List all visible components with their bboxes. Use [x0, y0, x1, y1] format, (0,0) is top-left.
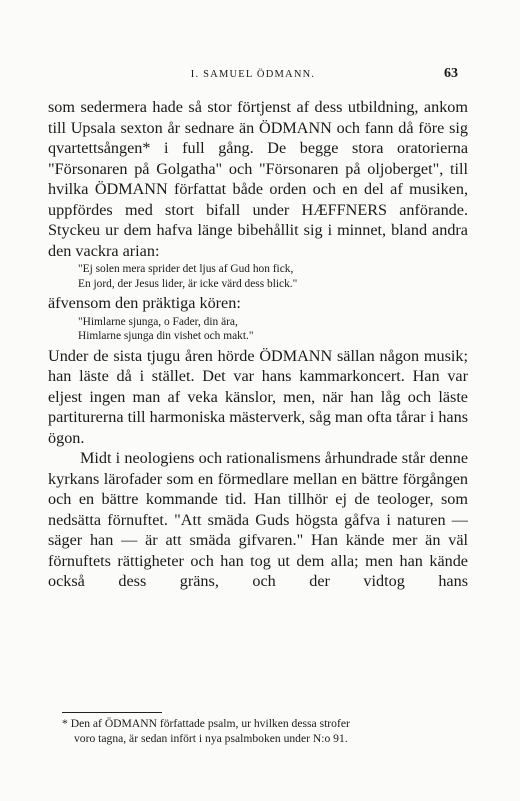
paragraph-3: Under de sista tjugu åren hörde ÖDMANN sällan någon musik; han läste då i stället. Det var hans kammarkoncert. Han var eljest ingen man af veka känslor, men, när han låg och läste partiturerna till harmoniska mästerverk, såg man ofta tårar i hans ögon. [48, 346, 468, 447]
quote-aria-line-1: "Ej solen mera sprider det ljus af Gud hon fick, [78, 263, 294, 275]
paragraph-4: Midt i neologiens och rationalismens århundrade står denne kyrkans lärofader som en förmedlare mellan en bättre förgången och en bättre kommande tid. Han tillhör ej de teologer, som nedsätta förnuftet. "Att smäda Guds högsta gåfva i naturen — säger han — är att smäda gifvaren." Han kände mer än väl förnuftets rättigheter och han tog ut dem alla; men han kände också dess gräns, och der vidtog hans [48, 449, 468, 590]
page-number: 63 [444, 66, 458, 81]
quote-choir-line-1: "Himlarne sjunga, o Fader, din ära, [78, 315, 238, 328]
footnote-line-2: voro tagna, är sedan infört i nya psalmboken under N:o 91. [74, 732, 348, 745]
running-head: I. SAMUEL ÖDMANN. [190, 69, 316, 80]
paragraph-1: som sedermera hade så stor förtjenst af dess utbildning, ankom till Upsala sexton år sednare än ÖDMANN och fann då före sig qvartettsången* i full gång. De begge stora oratorierna "Försonaren på Golgatha" och "Försonaren på oljoberget", till hvilka ÖDMANN författat både orden och en del af musiken, uppfördes med stort bifall under HÆFFNERS anförande. Styckeu ur dem hafva länge bibehållit sig i minnet, bland andra den vackra arian: [48, 98, 468, 260]
page-header [48, 66, 458, 86]
quote-aria [78, 262, 468, 291]
footnote-rule [62, 712, 162, 713]
quote-aria-line-2: En jord, der Jesus lider, är icke värd dess blick." [78, 277, 298, 290]
footnote [62, 716, 462, 746]
body-text [48, 97, 468, 592]
quote-choir-line-2: Himlarne sjunga din vishet och makt." [78, 330, 254, 342]
quote-choir [78, 315, 468, 344]
paragraph-2: äfvensom den präktiga kören: [48, 294, 241, 312]
footnote-line-1: * Den af ÖDMANN författade psalm, ur hvilken dessa strofer [62, 717, 350, 730]
